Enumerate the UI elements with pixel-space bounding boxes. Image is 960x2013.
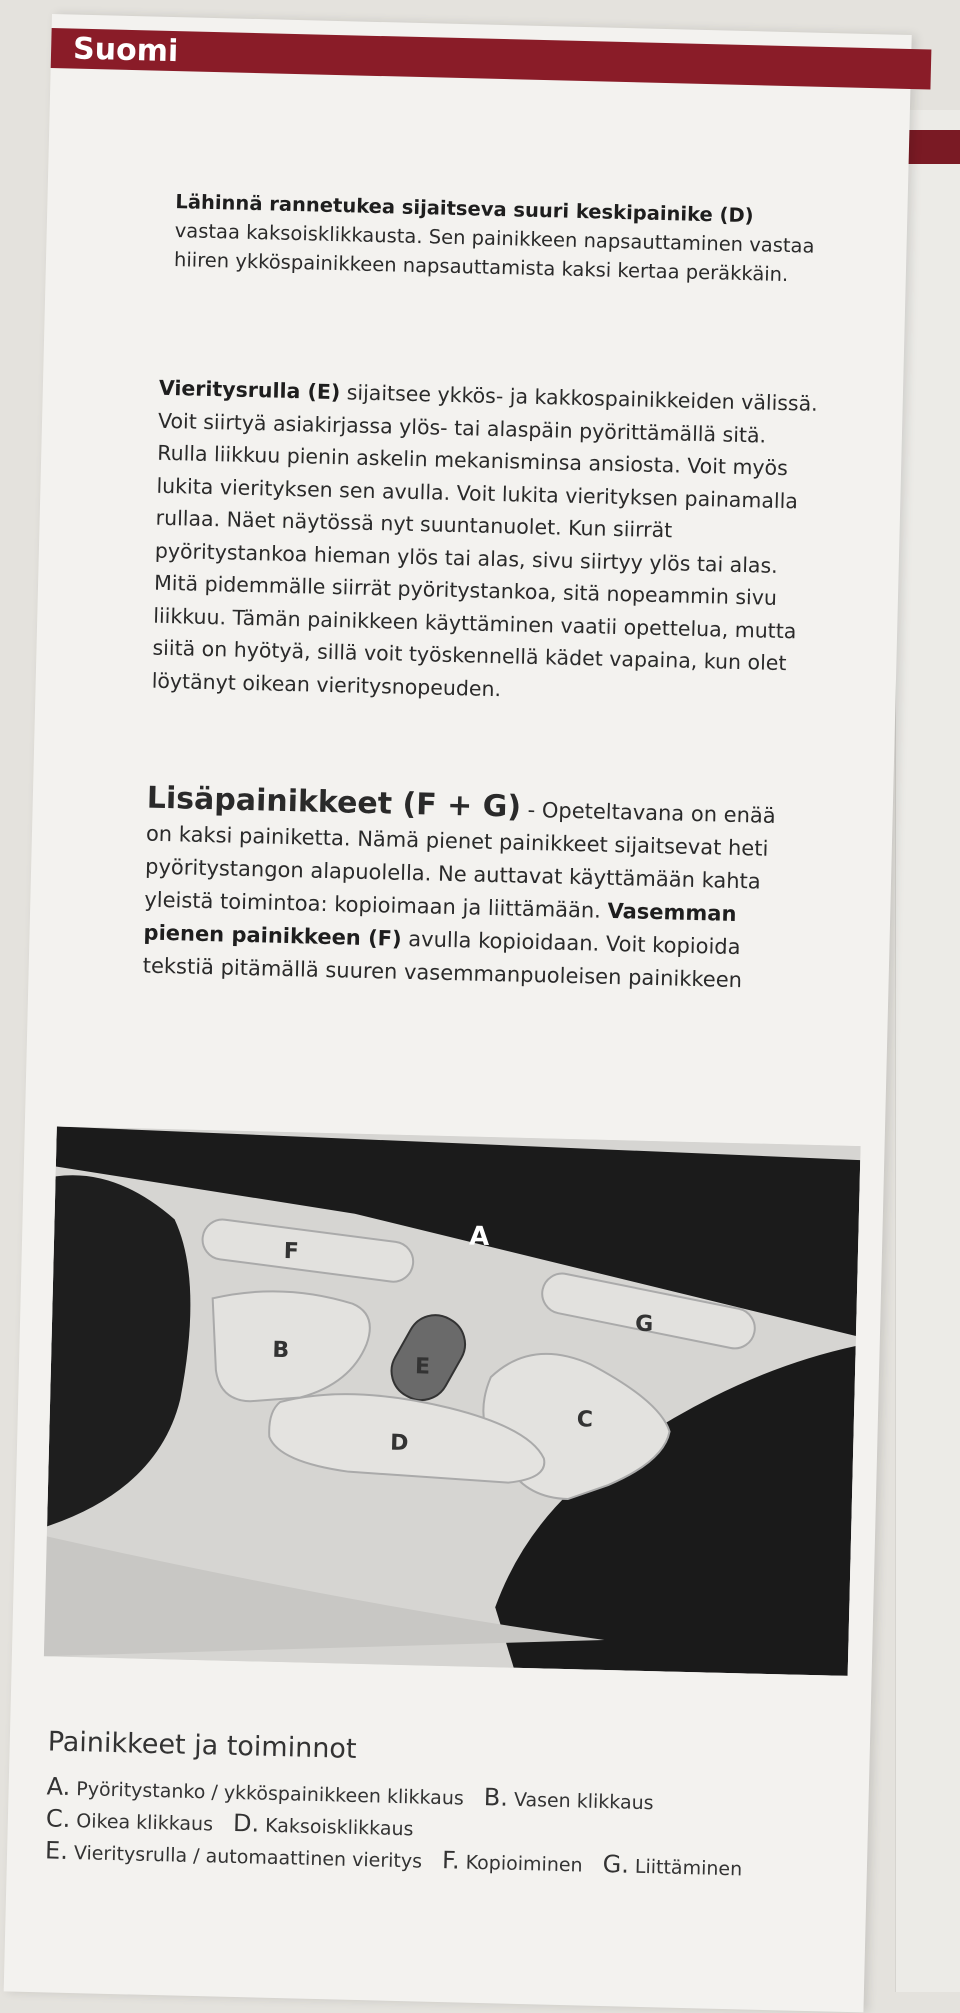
next-page-edge (895, 110, 960, 1992)
label-c: C (576, 1407, 594, 1433)
label-f: F (283, 1239, 300, 1265)
label-b: B (272, 1337, 290, 1364)
paragraph-double-click (174, 187, 816, 290)
paragraph-double-click-text: vastaa kaksoisklikkausta. Sen painikkeen napsauttaminen vastaa hiiren ykköspainikkeen napsauttamista kaksi kertaa peräkkäin. (173, 219, 815, 287)
label-e: E (414, 1354, 431, 1380)
caption-item-a: A. Pyöritystanko / ykköspainikkeen klikkaus (46, 1772, 465, 1810)
language-header-band (51, 28, 932, 89)
mouse-buttons-figure (44, 1126, 861, 1675)
caption-item-g: G. Liittäminen (602, 1850, 743, 1881)
extra-buttons-text-1: - Opeteltavana on enää on kaksi painiketta. Nämä pienet painikkeet sijaitsevat heti pyöritystangon alapuolella. Ne auttavat käyttämään kahta yleistä toimintoa: kopioimaan ja liittämään. (144, 797, 776, 923)
label-d: D (389, 1430, 409, 1457)
paragraph-scroll-wheel-bold: Vieritysrulla (E) (158, 375, 341, 405)
caption-title: Painikkeet ja toiminnot (47, 1726, 357, 1765)
caption-item-d: D. Kaksoisklikkaus (232, 1808, 414, 1841)
caption-item-c: C. Oikea klikkaus (45, 1804, 214, 1836)
language-label: Suomi (72, 31, 179, 70)
extra-buttons-heading: Lisäpainikkeet (F + G) (146, 780, 522, 825)
label-g: G (634, 1311, 654, 1338)
caption-item-e: E. Vieritysrulla / automaattinen vieritys (44, 1836, 423, 1873)
extra-buttons-bold: Vasemman pienen painikkeen (F) (143, 898, 737, 951)
figure-caption (45, 1726, 838, 1886)
caption-item-b: B. Vasen klikkaus (483, 1783, 654, 1815)
paragraph-double-click-bold: Lähinnä rannetukea sijaitseva suuri keskipainike (D) (175, 190, 754, 228)
mouse-buttons-diagram (44, 1126, 861, 1675)
paragraph-scroll-wheel-text: sijaitsee ykkös- ja kakkospainikkeiden välissä. Voit siirtyä asiakirjassa ylös- tai alaspäin pyörittämällä sitä. Rulla liikkuu pienin askelin mekanisminsa ansiosta. Voit myös lukita vierityksen sen avulla. Voit lukita vierityksen painamalla rullaa. Näet näytössä nyt suuntanuolet. Kun siirrät pyöritystankoa hieman ylös tai alas, sivu siirtyy ylös tai alas. Mitä pidemmälle siirrät pyöritystankoa, sitä nopeammin sivu liikkuu. Tämän painikkeen käyttäminen vaatii opettelua, mutta siitä on hyötyä, sillä voit työskennellä kädet vapaina, kun olet löytänyt oikean vieritysnopeuden. (151, 380, 819, 701)
extra-buttons-text-2: avulla kopioidaan. Voit kopioida tekstiä pitämällä suuren vasemmanpuoleisen painikkeen (142, 926, 743, 993)
label-a: A (468, 1221, 490, 1253)
caption-item-f: F. Kopioiminen (441, 1846, 583, 1877)
paragraph-scroll-wheel (151, 372, 819, 713)
paragraph-extra-buttons (142, 782, 807, 999)
manual-page (4, 14, 912, 2012)
